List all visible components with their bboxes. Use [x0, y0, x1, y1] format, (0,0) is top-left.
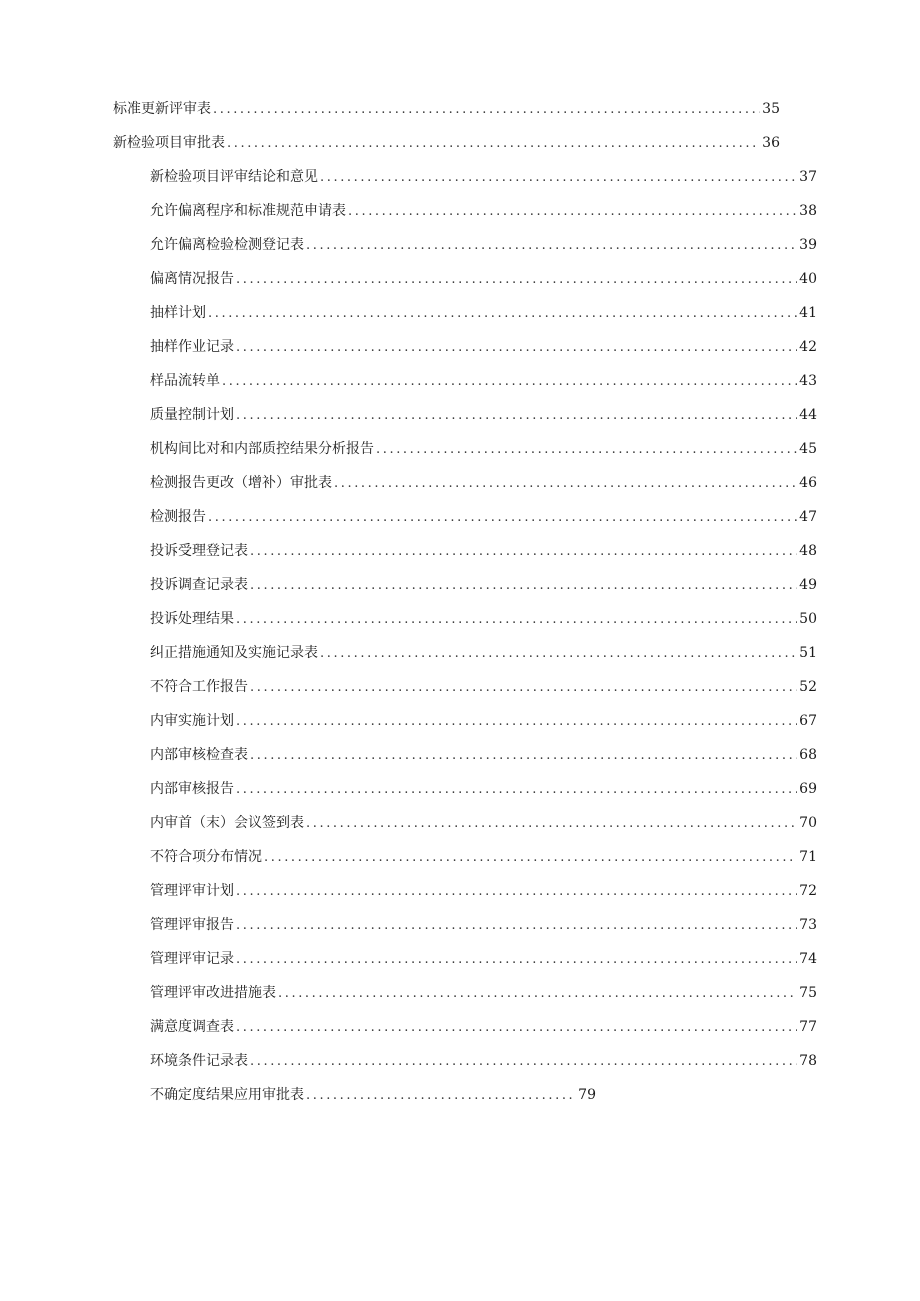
toc-entry[interactable]: [150, 540, 817, 562]
toc-entry-title: 不确定度结果应用审批表: [150, 1087, 304, 1103]
toc-leader-dots: [234, 915, 797, 936]
toc-entry-title: 投诉处理结果: [150, 611, 234, 627]
toc-entry-page-number: 52: [799, 679, 817, 695]
toc-entry[interactable]: [150, 506, 817, 528]
toc-leader-dots: [220, 371, 797, 392]
toc-entry-page-number: 49: [799, 577, 817, 593]
toc-leader-dots: [234, 405, 797, 426]
toc-leader-dots: [234, 711, 797, 732]
toc-entry-title: 检测报告更改（增补）审批表: [150, 475, 332, 491]
toc-entry-title: 允许偏离检验检测登记表: [150, 237, 304, 253]
toc-entry-title: 不符合工作报告: [150, 679, 248, 695]
toc-leader-dots: [304, 1085, 576, 1106]
toc-entry-title: 抽样计划: [150, 305, 206, 321]
toc-leader-dots: [234, 337, 797, 358]
toc-entry[interactable]: [150, 982, 817, 1004]
toc-entry-title: 管理评审改进措施表: [150, 985, 276, 1001]
toc-entry[interactable]: [150, 472, 817, 494]
toc-entry-title: 管理评审计划: [150, 883, 234, 899]
toc-leader-dots: [211, 99, 760, 120]
toc-leader-dots: [234, 1017, 797, 1038]
toc-entry-title: 偏离情况报告: [150, 271, 234, 287]
toc-entry[interactable]: [150, 166, 817, 188]
toc-entry-title: 质量控制计划: [150, 407, 234, 423]
toc-entry[interactable]: [150, 880, 817, 902]
toc-entry[interactable]: [150, 1084, 596, 1106]
toc-entry-page-number: 73: [799, 917, 817, 933]
toc-leader-dots: [332, 473, 797, 494]
toc-entry-page-number: 72: [799, 883, 817, 899]
toc-entry-page-number: 37: [799, 169, 817, 185]
toc-leader-dots: [248, 541, 797, 562]
toc-leader-dots: [234, 949, 797, 970]
toc-entry-page-number: 48: [799, 543, 817, 559]
toc-leader-dots: [225, 133, 760, 154]
toc-entry-page-number: 38: [799, 203, 817, 219]
toc-entry-page-number: 42: [799, 339, 817, 355]
toc-entry-title: 抽样作业记录: [150, 339, 234, 355]
toc-entry[interactable]: [150, 336, 817, 358]
toc-entry-page-number: 45: [799, 441, 817, 457]
toc-entry[interactable]: [150, 302, 817, 324]
toc-entry[interactable]: [150, 676, 817, 698]
toc-leader-dots: [234, 269, 797, 290]
toc-leader-dots: [234, 609, 797, 630]
toc-entry-page-number: 77: [799, 1019, 817, 1035]
toc-leader-dots: [304, 235, 797, 256]
toc-entry-page-number: 40: [799, 271, 817, 287]
toc-entry-title: 管理评审报告: [150, 917, 234, 933]
toc-entry-title: 内审实施计划: [150, 713, 234, 729]
toc-entry-page-number: 71: [799, 849, 817, 865]
toc-entry-title: 内部审核检查表: [150, 747, 248, 763]
toc-entry[interactable]: [150, 1050, 817, 1072]
toc-entry[interactable]: [150, 778, 817, 800]
toc-leader-dots: [318, 167, 797, 188]
toc-entry-title: 环境条件记录表: [150, 1053, 248, 1069]
toc-entry-page-number: 36: [762, 135, 780, 151]
toc-leader-dots: [318, 643, 797, 664]
toc-entry[interactable]: [150, 404, 817, 426]
toc-entry-title: 样品流转单: [150, 373, 220, 389]
toc-entry-page-number: 41: [799, 305, 817, 321]
toc-entry[interactable]: [150, 200, 817, 222]
toc-entry-page-number: 67: [799, 713, 817, 729]
toc-entry-title: 新检验项目审批表: [113, 135, 225, 151]
toc-entry-page-number: 46: [799, 475, 817, 491]
toc-leader-dots: [206, 507, 797, 528]
toc-entry[interactable]: [150, 234, 817, 256]
toc-entry-page-number: 75: [799, 985, 817, 1001]
toc-entry-page-number: 74: [799, 951, 817, 967]
toc-entry-page-number: 69: [799, 781, 817, 797]
toc-entry-page-number: 78: [799, 1053, 817, 1069]
toc-leader-dots: [248, 677, 797, 698]
toc-entry[interactable]: [150, 642, 817, 664]
toc-entry-page-number: 68: [799, 747, 817, 763]
toc-leader-dots: [346, 201, 797, 222]
toc-entry-page-number: 47: [799, 509, 817, 525]
toc-entry-title: 机构间比对和内部质控结果分析报告: [150, 441, 374, 457]
toc-entry[interactable]: [150, 574, 817, 596]
toc-entry[interactable]: [150, 812, 817, 834]
toc-entry-page-number: 39: [799, 237, 817, 253]
toc-entry-title: 投诉受理登记表: [150, 543, 248, 559]
toc-leader-dots: [248, 575, 797, 596]
toc-entry[interactable]: [150, 268, 817, 290]
toc-leader-dots: [262, 847, 797, 868]
toc-leader-dots: [276, 983, 797, 1004]
toc-entry[interactable]: [150, 438, 817, 460]
toc-entry-page-number: 35: [762, 101, 780, 117]
toc-entry-page-number: 44: [799, 407, 817, 423]
toc-entry-title: 新检验项目评审结论和意见: [150, 169, 318, 185]
toc-entry[interactable]: [113, 132, 780, 154]
toc-entry-title: 标准更新评审表: [113, 101, 211, 117]
toc-entry[interactable]: [150, 370, 817, 392]
toc-entry-title: 满意度调查表: [150, 1019, 234, 1035]
toc-entry[interactable]: [150, 744, 817, 766]
toc-entry[interactable]: [113, 98, 780, 120]
toc-entry-page-number: 51: [799, 645, 817, 661]
toc-leader-dots: [248, 1051, 797, 1072]
toc-leader-dots: [248, 745, 797, 766]
toc-entry[interactable]: [150, 710, 817, 732]
toc-entry[interactable]: [150, 608, 817, 630]
toc-entry-title: 不符合项分布情况: [150, 849, 262, 865]
toc-entry-title: 纠正措施通知及实施记录表: [150, 645, 318, 661]
toc-leader-dots: [374, 439, 797, 460]
toc-entry-title: 投诉调查记录表: [150, 577, 248, 593]
toc-leader-dots: [234, 779, 797, 800]
toc-entry-title: 允许偏离程序和标准规范申请表: [150, 203, 346, 219]
toc-entry-title: 检测报告: [150, 509, 206, 525]
toc-entry[interactable]: [150, 914, 817, 936]
toc-leader-dots: [234, 881, 797, 902]
toc-entry-page-number: 50: [799, 611, 817, 627]
toc-leader-dots: [304, 813, 797, 834]
toc-entry-page-number: 79: [578, 1087, 596, 1103]
toc-entry-page-number: 43: [799, 373, 817, 389]
toc-entry[interactable]: [150, 1016, 817, 1038]
toc-entry-title: 管理评审记录: [150, 951, 234, 967]
toc-leader-dots: [206, 303, 797, 324]
toc-entry[interactable]: [150, 846, 817, 868]
toc-entry[interactable]: [150, 948, 817, 970]
toc-entry-title: 内审首（末）会议签到表: [150, 815, 304, 831]
toc-entry-page-number: 70: [799, 815, 817, 831]
toc-entry-title: 内部审核报告: [150, 781, 234, 797]
